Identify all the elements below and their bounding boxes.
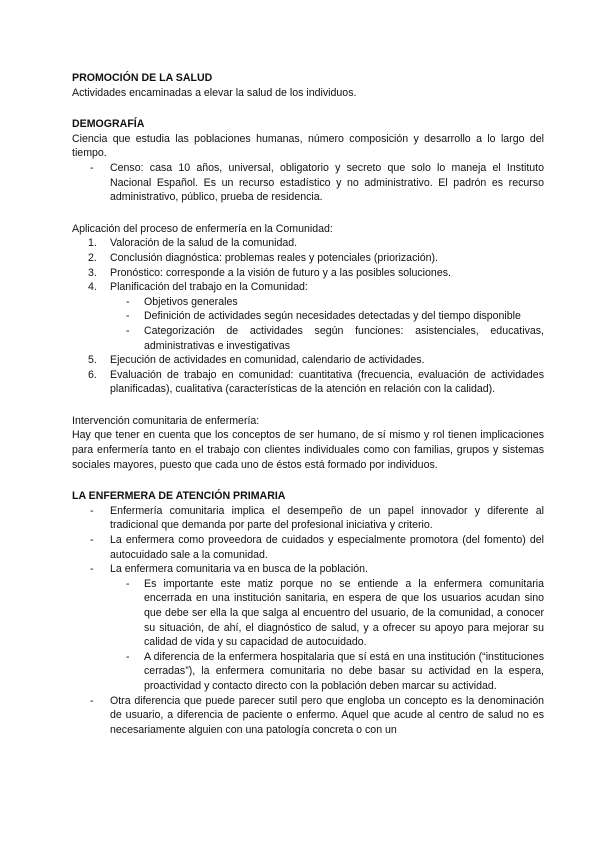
list-item: - Objetivos generales — [72, 295, 544, 310]
heading-promocion: PROMOCIÓN DE LA SALUD — [72, 72, 213, 84]
demografia-text: Ciencia que estudia las poblaciones humanas, número composición y desarrollo a lo largo del tiempo. — [72, 132, 544, 160]
promocion-text: Actividades encaminadas a elevar la salud de los individuos. — [72, 86, 357, 99]
enfermera-sublist — [72, 577, 544, 694]
list-item: 2. Conclusión diagnóstica: problemas reales y potenciales (priorización). — [88, 251, 438, 264]
list-item: - Enfermería comunitaria implica el desempeño de un papel innovador y diferente al tradicional que demanda por parte del profesional iniciativa y criterio. — [72, 504, 544, 533]
list-item: - Censo: casa 10 años, universal, obligatorio y secreto que solo lo maneja el Instituto Nacional Español. Es un recurso estadístico y no administrativo. El padrón es recurso administrativo, público, prueba de residencia. — [72, 161, 544, 205]
list-item: - La enfermera comunitaria va en busca de la población. - Es importante este matiz porque no se entiende a la enfermera comunitaria encerrada en una institución sanitaria, en espera de que los usuarios acudan sino que debe ser ella la que salga al encuentro del usuario, de la comunidad, a conocer su situación, de ahí, el diagnóstico de salud, y a ofrecer su apoyo para mejorar su calidad de vida y su capacidad de autocuidado. - A diferencia de la enfermera hospitalaria que sí está en una institución (“instituciones cerradas”), la enfermera comunitaria no debe basar su actividad en la espera, proactividad y contacto directo con la población deben marcar su actividad. — [72, 562, 544, 693]
list-item: 5. Ejecución de actividades en comunidad, calendario de actividades. — [88, 354, 425, 367]
intervencion-text: Hay que tener en cuenta que los conceptos de ser humano, de sí mismo y rol tienen implicaciones para enfermería tanto en el trabajo con clientes individuales como con familias, grupos y sistemas sociales mayores, puesto que cada uno de éstos está formado por individuos. — [72, 429, 544, 471]
list-item: - Definición de actividades según necesidades detectadas y del tiempo disponible — [72, 309, 544, 324]
list-item: - La enfermera como proveedora de cuidados y especialmente promotora (del fomento) del autocuidado sale a la comunidad. — [72, 533, 544, 562]
list-item: 3. Pronóstico: corresponde a la visión de futuro y a las posibles soluciones. — [88, 266, 451, 279]
list-item: - Es importante este matiz porque no se entiende a la enfermera comunitaria encerrada en una institución sanitaria, en espera de que los usuarios acudan sino que debe ser ella la que salga al encuentro del usuario, de la comunidad, a conocer su situación, de ahí, el diagnóstico de salud, y a ofrecer su apoyo para mejorar su calidad de vida y su capacidad de autocuidado. — [72, 577, 544, 650]
list-item: - Categorización de actividades según funciones: asistenciales, educativas, administrativas e investigativas — [72, 324, 544, 353]
proceso-intro: Aplicación del proceso de enfermería en la Comunidad: — [72, 222, 333, 235]
heading-enfermera: LA ENFERMERA DE ATENCIÓN PRIMARIA — [72, 490, 286, 503]
list-item: - Otra diferencia que puede parecer sutil pero que engloba un concepto es la denominación de usuario, a diferencia de paciente o enfermo. Aquel que acude al centro de salud no es necesariamente alguien con una patología concreta o con un — [72, 694, 544, 738]
planificacion-sublist — [72, 295, 544, 353]
enfermera-list — [72, 504, 544, 738]
list-item: 6. Evaluación de trabajo en comunidad: cuantitativa (frecuencia, evaluación de actividades planificadas), cualitativa (características de la atención en relación con la calidad). — [88, 368, 544, 396]
list-item: 1. Valoración de la salud de la comunidad. — [88, 237, 298, 250]
list-item: 4. Planificación del trabajo en la Comunidad: - Objetivos generales - Definición de actividades según necesidades detectadas y del tiempo disponible - Categorización de actividades según funciones: asistenciales, educativas, administrativas e investigativas — [72, 280, 544, 353]
demografia-list — [72, 161, 544, 205]
list-item: - A diferencia de la enfermera hospitalaria que sí está en una institución (“instituciones cerradas”), la enfermera comunitaria no debe basar su actividad en la espera, proactividad y contacto directo con la población deben marcar su actividad. — [72, 650, 544, 694]
proceso-list — [72, 236, 544, 397]
intervencion-intro: Intervención comunitaria de enfermería: — [72, 414, 260, 427]
heading-demografia: DEMOGRAFÍA — [72, 118, 145, 131]
